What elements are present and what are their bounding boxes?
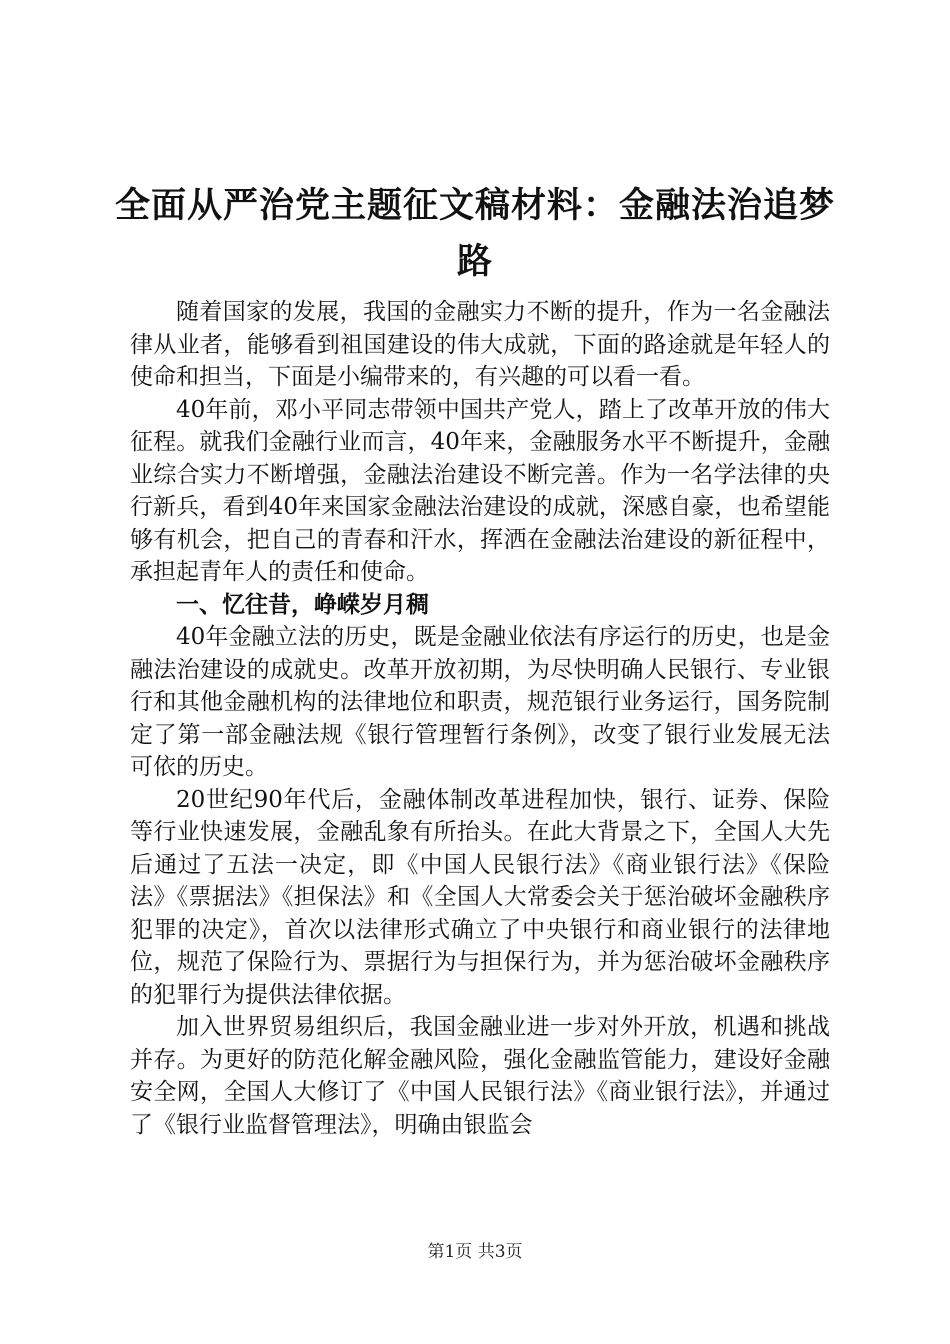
- page-number-footer: 第1页 共3页: [427, 1242, 523, 1262]
- section-heading: 一、忆往昔，峥嵘岁月稠: [176, 591, 429, 618]
- paragraph-wto: 加入世界贸易组织后，我国金融业进一步对外开放，机遇和挑战并存。为更好的防范化解金融风险，强化金融监管能力，建设好金融安全网，全国人大修订了《中国人民银行法》《商业银行法》，并通过了《银行业监督管理法》，明确由银监会: [130, 1014, 830, 1138]
- paragraph-history: 40年金融立法的历史，既是金融业依法有序运行的历史，也是金融法治建设的成就史。改革开放初期，为尽快明确人民银行、专业银行和其他金融机构的法律地位和职责，规范银行业务运行，国务院制定了第一部金融法规《银行管理暂行条例》，改变了银行业发展无法可依的历史。: [130, 624, 830, 780]
- paragraph-1990s: 20世纪90年代后，金融体制改革进程加快，银行、证券、保险等行业快速发展，金融乱象有所抬头。在此大背景之下，全国人大先后通过了五法一决定，即《中国人民银行法》《商业银行法》《保险法》《票据法》《担保法》和《全国人大常委会关于惩治破坏金融秩序犯罪的决定》，首次以法律形式确立了中央银行和商业银行的法律地位，规范了保险行为、票据行为与担保行为，并为惩治破坏金融秩序的犯罪行为提供法律依据。: [130, 786, 830, 1008]
- document-body: [130, 296, 830, 1141]
- paragraph-intro: 随着国家的发展，我国的金融实力不断的提升，作为一名金融法律从业者，能够看到祖国建设的伟大成就，下面的路途就是年轻人的使命和担当，下面是小编带来的，有兴趣的可以看一看。: [130, 299, 830, 390]
- document-title: 全面从严治党主题征文稿材料：金融法治追梦路: [114, 186, 835, 282]
- paragraph-reform: 40年前，邓小平同志带领中国共产党人，踏上了改革开放的伟大征程。就我们金融行业而言，40年来，金融服务水平不断提升，金融业综合实力不断增强，金融法治建设不断完善。作为一名学法律的央行新兵，看到40年来国家金融法治建设的成就，深感自豪，也希望能够有机会，把自己的青春和汗水，挥洒在金融法治建设的新征程中，承担起青年人的责任和使命。: [130, 396, 830, 585]
